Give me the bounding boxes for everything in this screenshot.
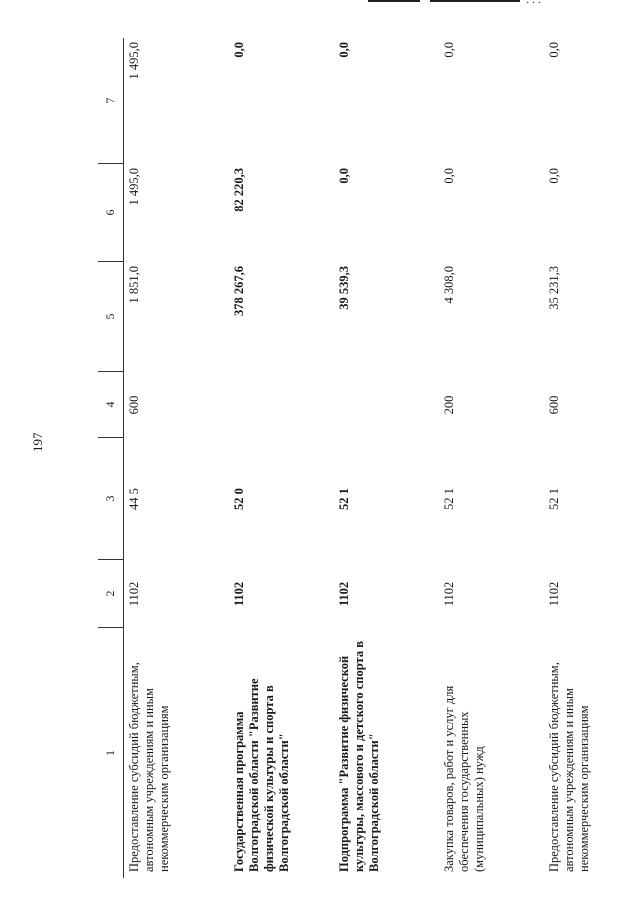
amount-cell: 82 220,3 xyxy=(232,168,246,212)
amount-cell: 0,0 xyxy=(442,42,456,58)
budget-table-grid xyxy=(98,38,591,878)
target-article-cell: 52 1 xyxy=(547,488,561,510)
top-edge-mark: · · · xyxy=(526,0,541,9)
column-header: 5 xyxy=(98,262,124,372)
expense-type-cell: 600 xyxy=(127,395,141,415)
row-name-cell: Подпрограмма "Развитие физической культуры, массового и детского спорта в Волгоградской области" xyxy=(337,641,381,872)
row-name-cell: Государственная программа Волгоградской области "Развитие физической культуры и спорта в Волгоградской области" xyxy=(232,678,291,872)
target-article-cell: 52 1 xyxy=(442,488,456,510)
section-code-cell: 1102 xyxy=(337,581,351,607)
amount-cell: 0,0 xyxy=(337,168,351,184)
amount-cell: 1 495,0 xyxy=(127,42,141,80)
row-name-cell: Закупка товаров, работ и услуг для обеспечения государственных (муниципальных) нужд xyxy=(442,685,486,872)
target-article-cell: 44 5 xyxy=(127,488,141,510)
column-header: 2 xyxy=(98,560,124,628)
amount-cell: 0,0 xyxy=(547,168,561,184)
expense-type-cell: 200 xyxy=(442,395,456,415)
column-header: 7 xyxy=(98,38,124,164)
amount-cell: 0,0 xyxy=(232,42,246,58)
amount-cell: 39 539,3 xyxy=(337,266,351,310)
row-name-cell: Предоставление субсидий бюджетным, автономным учреждениям и иным некоммерческим организациям xyxy=(547,662,591,872)
target-article-cell: 52 1 xyxy=(337,488,351,510)
row-name-cell: Предоставление субсидий бюджетным, автономным учреждениям и иным некоммерческим организациям xyxy=(127,662,171,872)
amount-cell: 1 851,0 xyxy=(127,266,141,304)
expense-type-cell xyxy=(334,372,439,438)
top-edge-rule xyxy=(368,0,420,2)
column-header: 4 xyxy=(98,372,124,438)
column-header: 6 xyxy=(98,164,124,262)
target-article-cell: 52 0 xyxy=(232,488,246,510)
column-header: 1 xyxy=(98,628,124,878)
section-code-cell: 1102 xyxy=(127,581,141,607)
top-edge-rule xyxy=(430,0,520,2)
section-code-cell: 1102 xyxy=(547,581,561,607)
section-code-cell: 1102 xyxy=(232,581,246,607)
amount-cell: 0,0 xyxy=(547,42,561,58)
amount-cell: 4 308,0 xyxy=(442,266,456,304)
amount-cell: 35 231,3 xyxy=(547,266,561,310)
budget-table xyxy=(98,38,591,878)
page-number: 197 xyxy=(30,432,45,452)
section-code-cell: 1102 xyxy=(442,581,456,607)
expense-type-cell: 600 xyxy=(547,395,561,415)
column-header: 3 xyxy=(98,438,124,560)
expense-type-cell xyxy=(229,372,334,438)
amount-cell: 0,0 xyxy=(442,168,456,184)
amount-cell: 0,0 xyxy=(337,42,351,58)
amount-cell: 378 267,6 xyxy=(232,266,246,316)
amount-cell: 1 495,0 xyxy=(127,168,141,206)
